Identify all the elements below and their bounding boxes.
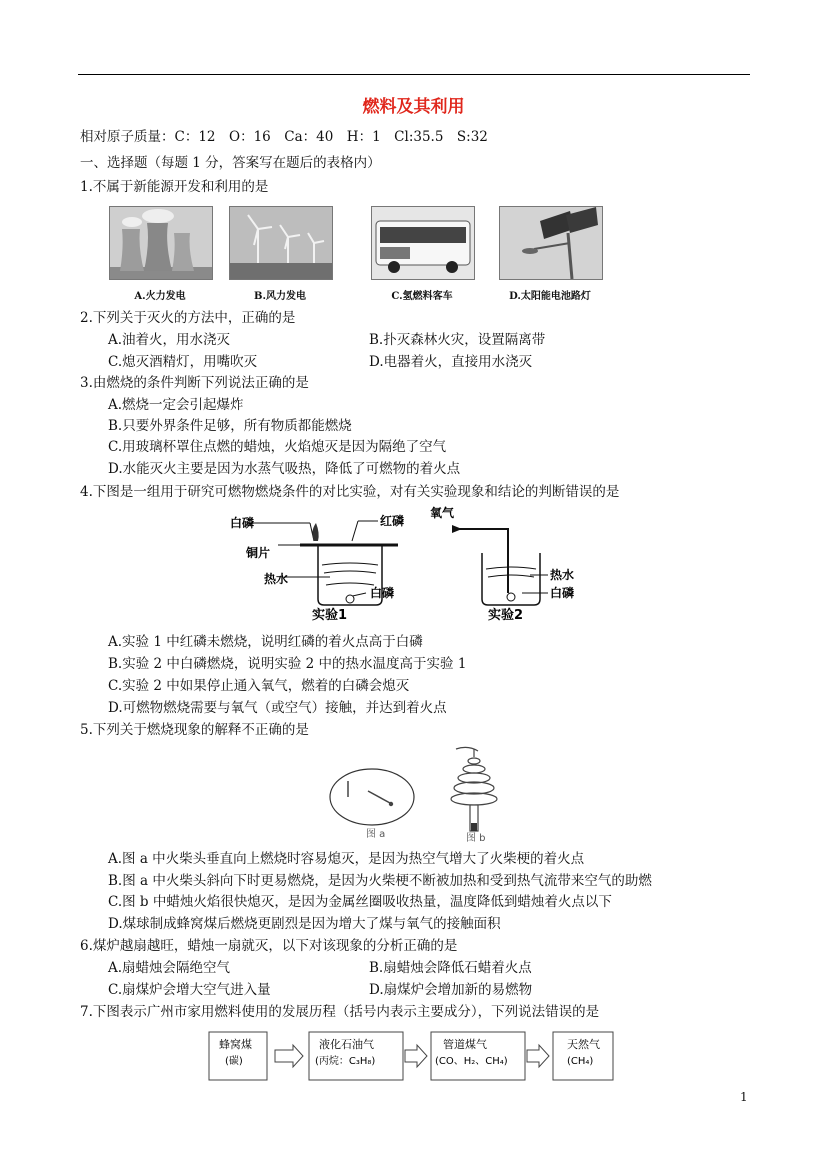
q6-option-b: B.扇蜡烛会降低石蜡着火点	[369, 960, 532, 976]
q4-option-d: D.可燃物燃烧需要与氧气（或空气）接触，并达到着火点	[108, 700, 447, 716]
q2-option-b: B.扑灭森林火灾，设置隔离带	[369, 332, 546, 348]
question-2-stem: 2.下列关于灭火的方法中，正确的是	[80, 310, 296, 326]
combustion-experiment-figure	[230, 505, 600, 625]
q6-option-a: A.扇蜡烛会隔绝空气	[108, 960, 231, 976]
q5-option-a: A.图 a 中火柴头垂直向上燃烧时容易熄灭，是因为热空气增大了火柴梗的着火点	[108, 851, 585, 867]
label-hot-water-2: 热水	[550, 568, 575, 582]
q3-option-c: C.用玻璃杯罩住点燃的蜡烛，火焰熄灭是因为隔绝了空气	[108, 439, 447, 455]
question-7-stem: 7.下图表示广州市家用燃料使用的发展历程（括号内表示主要成分），下列说法错误的是	[80, 1004, 600, 1020]
question-1-stem: 1.不属于新能源开发和利用的是	[80, 179, 269, 195]
q6-option-c: C.扇煤炉会增大空气进入量	[108, 982, 271, 998]
wind-power-photo	[229, 206, 333, 280]
match-candle-figure	[328, 745, 508, 845]
question-4-stem: 4.下图是一组用于研究可燃物燃烧条件的对比实验，对有关实验现象和结论的判断错误的是	[80, 484, 620, 500]
q4-option-c: C.实验 2 中如果停止通入氧气，燃着的白磷会熄灭	[108, 678, 410, 694]
q2-option-c: C.熄灭酒精灯，用嘴吹灭	[108, 354, 258, 370]
q3-option-a: A.燃烧一定会引起爆炸	[108, 397, 244, 413]
hydrogen-bus-photo	[371, 206, 475, 280]
q1-caption-a: A.火力发电	[134, 291, 186, 302]
question-3-stem: 3.由燃烧的条件判断下列说法正确的是	[80, 375, 309, 391]
flow-box-4-name: 天然气	[567, 1038, 600, 1051]
flow-box-4-sub: (CH₄)	[567, 1056, 594, 1067]
flow-box-2-name: 液化石油气	[319, 1038, 374, 1051]
question-5-stem: 5.下列关于燃烧现象的解释不正确的是	[80, 722, 309, 738]
page-number: 1	[740, 1090, 748, 1104]
fuel-history-flow	[205, 1030, 625, 1084]
question-6-stem: 6.煤炉越扇越旺，蜡烛一扇就灭，以下对该现象的分析正确的是	[80, 938, 458, 954]
flow-box-2-sub: (丙烷：C₃H₈)	[315, 1056, 376, 1067]
atomic-masses: 相对原子质量：C：12 O：16 Ca：40 H：1 Cl:35.5 S:32	[80, 129, 488, 145]
q2-option-d: D.电器着火，直接用水浇灭	[369, 354, 533, 370]
q1-caption-c: C.氢燃料客车	[391, 291, 453, 302]
q1-caption-d: D.太阳能电池路灯	[509, 291, 591, 302]
flow-box-1-name: 蜂窝煤	[219, 1038, 252, 1051]
q5-option-b: B.图 a 中火柴头斜向下时更易燃烧，是因为火柴梗不断被加热和受到热气流带来空气的助燃	[108, 873, 652, 889]
label-red-p: 红磷	[380, 514, 405, 528]
header-rule	[78, 74, 750, 75]
section-heading: 一、选择题（每题 1 分，答案写在题后的表格内）	[80, 155, 381, 171]
label-oxygen: 氧气	[430, 506, 455, 520]
label-exp1: 实验1	[312, 608, 348, 623]
q4-option-b: B.实验 2 中白磷燃烧，说明实验 2 中的热水温度高于实验 1	[108, 656, 467, 672]
flow-box-3-sub: (CO、H₂、CH₄)	[435, 1056, 508, 1067]
label-hot-water: 热水	[264, 572, 289, 586]
fig-a-label: 图 a	[366, 829, 386, 840]
flow-box-3-name: 管道煤气	[443, 1038, 487, 1051]
thermal-power-photo	[109, 206, 213, 280]
q3-option-b: B.只要外界条件足够，所有物质都能燃烧	[108, 418, 352, 434]
q3-option-d: D.水能灭火主要是因为水蒸气吸热，降低了可燃物的着火点	[108, 461, 461, 477]
q4-option-a: A.实验 1 中红磷未燃烧，说明红磷的着火点高于白磷	[108, 634, 423, 650]
q5-option-c: C.图 b 中蜡烛火焰很快熄灭，是因为金属丝圈吸收热量，温度降低到蜡烛着火点以下	[108, 894, 612, 910]
q2-option-a: A.油着火，用水浇灭	[108, 332, 231, 348]
label-white-p-2: 白磷	[370, 586, 395, 600]
q6-option-d: D.扇煤炉会增加新的易燃物	[369, 982, 533, 998]
q5-option-d: D.煤球制成蜂窝煤后燃烧更剧烈是因为增大了煤与氧气的接触面积	[108, 916, 501, 932]
solar-lamp-photo	[499, 206, 603, 280]
label-exp2: 实验2	[488, 608, 524, 623]
label-copper: 铜片	[246, 546, 271, 560]
q1-caption-b: B.风力发电	[254, 291, 306, 302]
label-white-p-3: 白磷	[550, 586, 575, 600]
flow-box-1-sub: (碳)	[225, 1056, 243, 1067]
label-white-p: 白磷	[230, 516, 255, 530]
page-title: 燃料及其利用	[362, 97, 465, 117]
fig-b-label: 图 b	[466, 833, 486, 844]
